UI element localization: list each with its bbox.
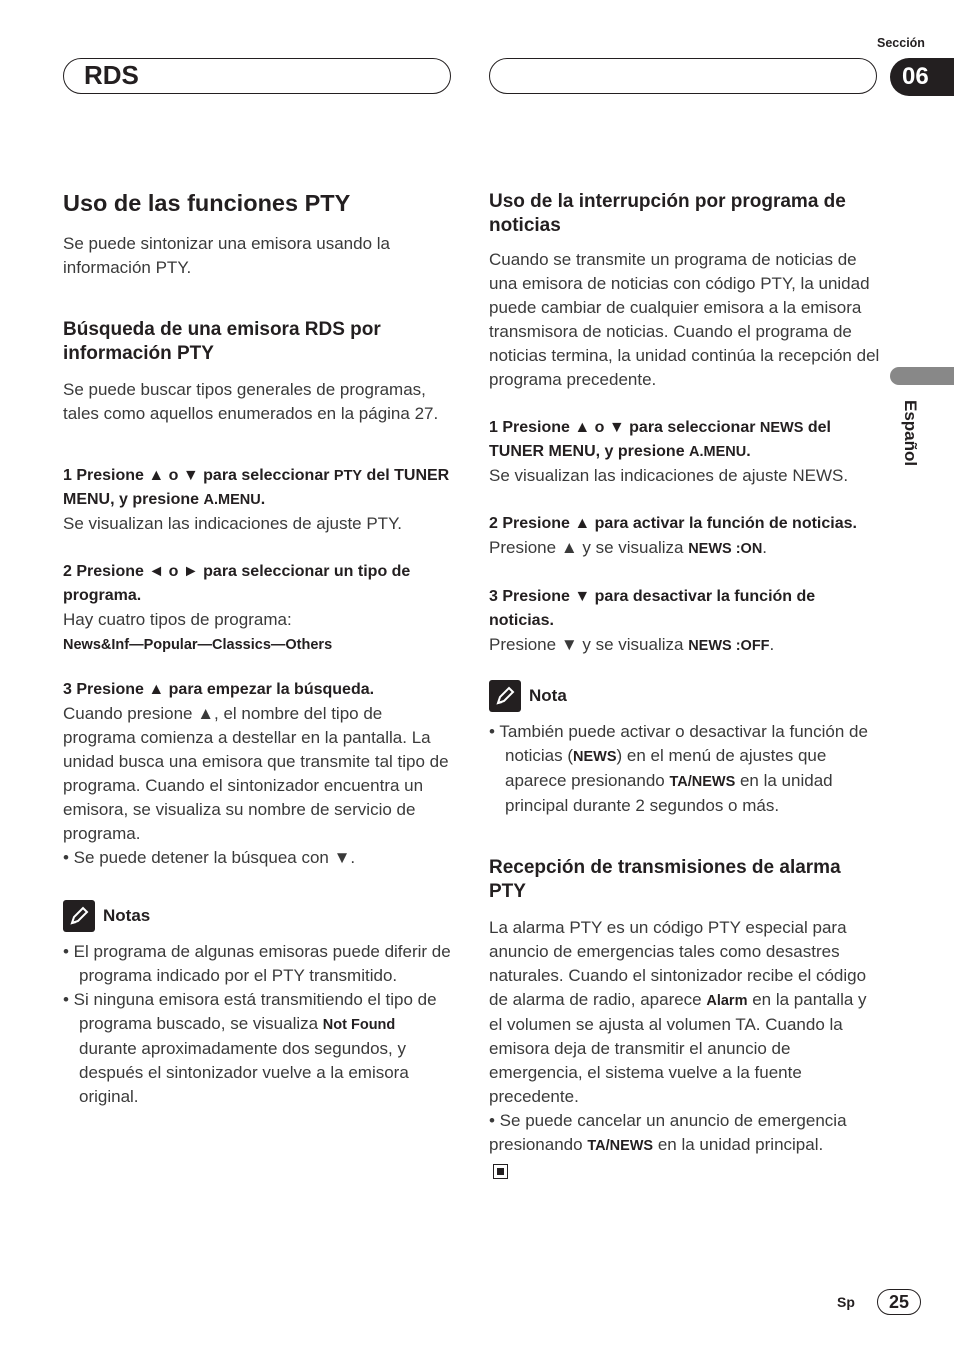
header-right-pill: [489, 58, 877, 94]
step-2: 2 Presione ◄ o ► para seleccionar un tipo de programa.: [63, 563, 411, 604]
end-of-section-icon: [493, 1164, 508, 1179]
alarm-body: La alarma PTY es un código PTY especial para anuncio de emergencias tales como desastres naturales. Cuando el sintonizador recibe el código de alarma de radio, aparece Alarm en la pantalla y el volumen se ajusta al volumen TA. Cuando la emisora deja de transmitir el anuncio de emergencia, el sistema vuelve a la fuente precedente.: [489, 918, 867, 1106]
notes-heading: [63, 900, 455, 932]
note-2: • Si ninguna emisora está transmitiendo el tipo de programa buscado, se visualiza Not Found durante aproximadamente dos segundos, y después el sintonizador vuelve a la emisora original.: [63, 990, 437, 1106]
page-number: 25: [877, 1289, 921, 1315]
ta-news-code: TA/NEWS: [587, 1138, 654, 1154]
side-tab-language: Español: [901, 400, 920, 467]
alarm-bullet: • Se puede cancelar un anuncio de emergencia presionando TA/NEWS en la unidad principal.: [489, 1111, 847, 1154]
pty-code: PTY: [333, 468, 363, 484]
pencil-note-icon: [489, 680, 521, 712]
step-1: 1 Presione ▲ o ▼ para seleccionar PTY del TUNER MENU, y presione A.MENU.: [63, 467, 450, 508]
step-3-body: Cuando presione ▲, el nombre del tipo de programa comienza a destellar en la pantalla. La unidad busca una emisora que transmite tal tipo de programa. Cuando el sintonizador encuentra un emisora, se visualiza su nombre de servicio de programa.: [63, 704, 449, 843]
intro-text: Se puede sintonizar una emisora usando la información PTY.: [63, 234, 390, 277]
alarm-subsection-title: Recepción de transmisiones de alarma PTY: [489, 857, 841, 902]
header-title: RDS: [84, 60, 139, 90]
subsection-title: Búsqueda de una emisora RDS por información PTY: [63, 319, 381, 364]
pencil-note-icon: [63, 900, 95, 932]
section-label: Sección: [877, 36, 925, 50]
page-title: Uso de las funciones PTY: [63, 190, 351, 216]
news-off-code: NEWS :OFF: [688, 638, 770, 654]
news-step-2-body: Presione ▲ y se visualiza NEWS :ON.: [489, 538, 768, 557]
side-tab-bar: [890, 367, 954, 385]
news-subsection-title: Uso de la interrupción por programa de noticias: [489, 191, 846, 236]
news-code: NEWS: [573, 749, 617, 765]
amenu-code: A.MENU: [689, 444, 747, 460]
news-intro: Cuando se transmite un programa de noticias de una emisora de noticias con código PTY, la unidad puede cambiar de cualquier emisora a la emisora transmisora de noticias. Cuando el programa de noticias termina, la unidad continúa la recepción del programa precedente.: [489, 250, 880, 389]
note-title: Nota: [529, 686, 567, 705]
not-found-code: Not Found: [322, 1017, 396, 1033]
section-number: 06: [890, 58, 954, 96]
news-step-2: 2 Presione ▲ para activar la función de noticias.: [489, 515, 857, 532]
footer-language: Sp: [837, 1294, 855, 1310]
program-types: News&Inf—Popular—Classics—Others: [63, 637, 333, 653]
news-step-1-body: Se visualizan las indicaciones de ajuste NEWS.: [489, 466, 849, 485]
news-note: • También puede activar o desactivar la función de noticias (NEWS) en el menú de ajustes que aparece presionando TA/NEWS en la unidad principal durante 2 segundos o más.: [489, 722, 868, 815]
news-on-code: NEWS :ON: [688, 541, 763, 557]
note-heading: [489, 680, 881, 712]
subsection-intro: Se puede buscar tipos generales de programas, tales como aquellos enumerados en la página 27.: [63, 380, 439, 423]
step-1-body: Se visualizan las indicaciones de ajuste PTY.: [63, 514, 402, 533]
news-code: NEWS: [759, 420, 804, 436]
right-column: [489, 190, 881, 1184]
note-1: • El programa de algunas emisoras puede diferir de programa indicado por el PTY transmitido.: [63, 942, 451, 985]
left-column: [63, 188, 455, 1109]
news-step-3-body: Presione ▼ y se visualiza NEWS :OFF.: [489, 635, 775, 654]
ta-news-code: TA/NEWS: [669, 774, 736, 790]
alarm-code: Alarm: [706, 993, 748, 1009]
step-3: 3 Presione ▲ para empezar la búsqueda.: [63, 681, 375, 698]
news-step-1: 1 Presione ▲ o ▼ para seleccionar NEWS del TUNER MENU, y presione A.MENU.: [489, 419, 831, 460]
step-2-body: Hay cuatro tipos de programa:: [63, 610, 292, 629]
news-step-3: 3 Presione ▼ para desactivar la función de noticias.: [489, 588, 816, 629]
notes-title: Notas: [103, 906, 151, 925]
step-3-bullet: • Se puede detener la búsquea con ▼.: [63, 848, 356, 867]
amenu-code: A.MENU: [203, 492, 261, 508]
